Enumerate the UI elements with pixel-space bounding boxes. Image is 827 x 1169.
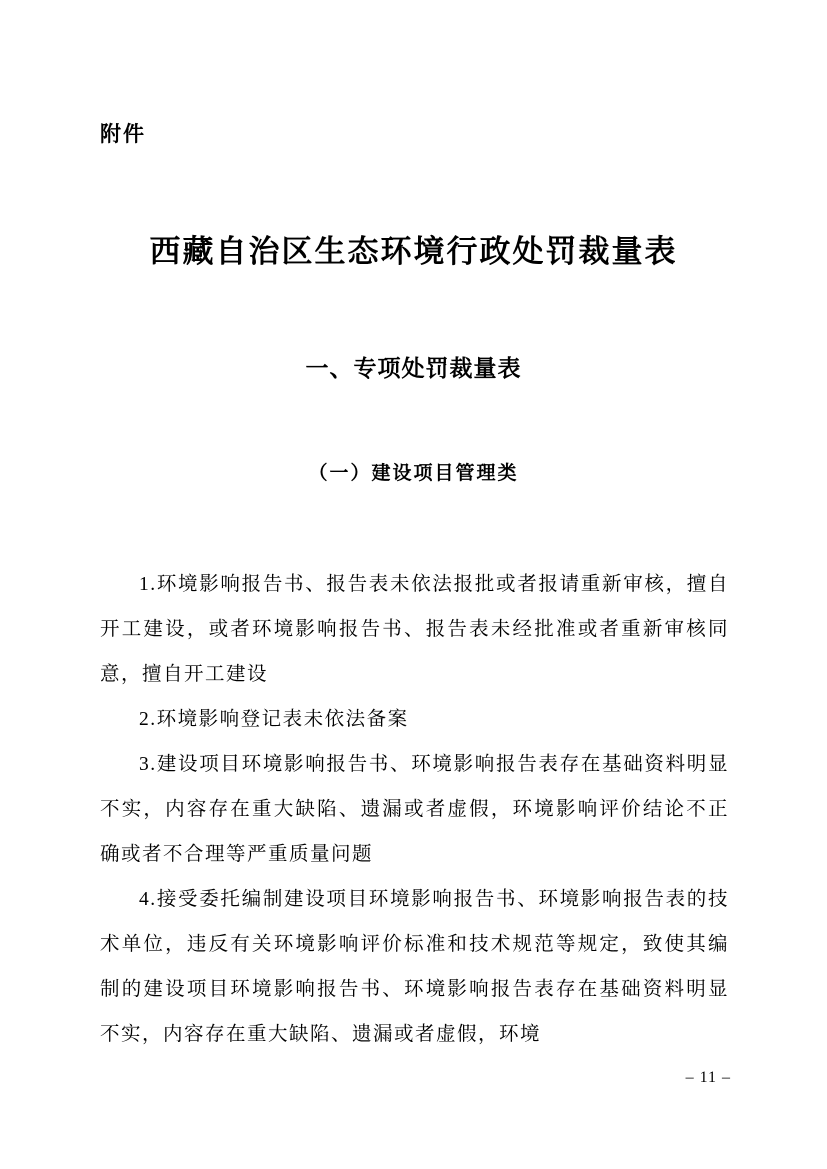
paragraph-4: 4.接受委托编制建设项目环境影响报告书、环境影响报告表的技术单位，违反有关环境影响评价标准和技术规范等规定，致使其编制的建设项目环境影响报告书、环境影响报告表存在基础资料明显不实，内容存在重大缺陷、遗漏或者虚假，环境 [100, 889, 729, 1045]
body-text [100, 562, 729, 1057]
document-main-title: 西藏自治区生态环境行政处罚裁量表 [149, 234, 678, 269]
page-number: – 11 – [685, 1069, 731, 1086]
subsection-title: （一）建设项目管理类 [308, 463, 519, 484]
paragraph-3: 3.建设项目环境影响报告书、环境影响报告表存在基础资料明显不实，内容存在重大缺陷、遗漏或者虚假，环境影响评价结论不正确或者不合理等严重质量问题 [100, 754, 729, 865]
paragraph-2: 2.环境影响登记表未依法备案 [139, 709, 409, 730]
attachment-label: 附件 [100, 123, 146, 146]
paragraph-1: 1.环境影响报告书、报告表未依法报批或者报请重新审核，擅自开工建设，或者环境影响报告书、报告表未经批准或者重新审核同意，擅自开工建设 [100, 574, 729, 685]
section-title: 一、专项处罚裁量表 [305, 355, 522, 381]
